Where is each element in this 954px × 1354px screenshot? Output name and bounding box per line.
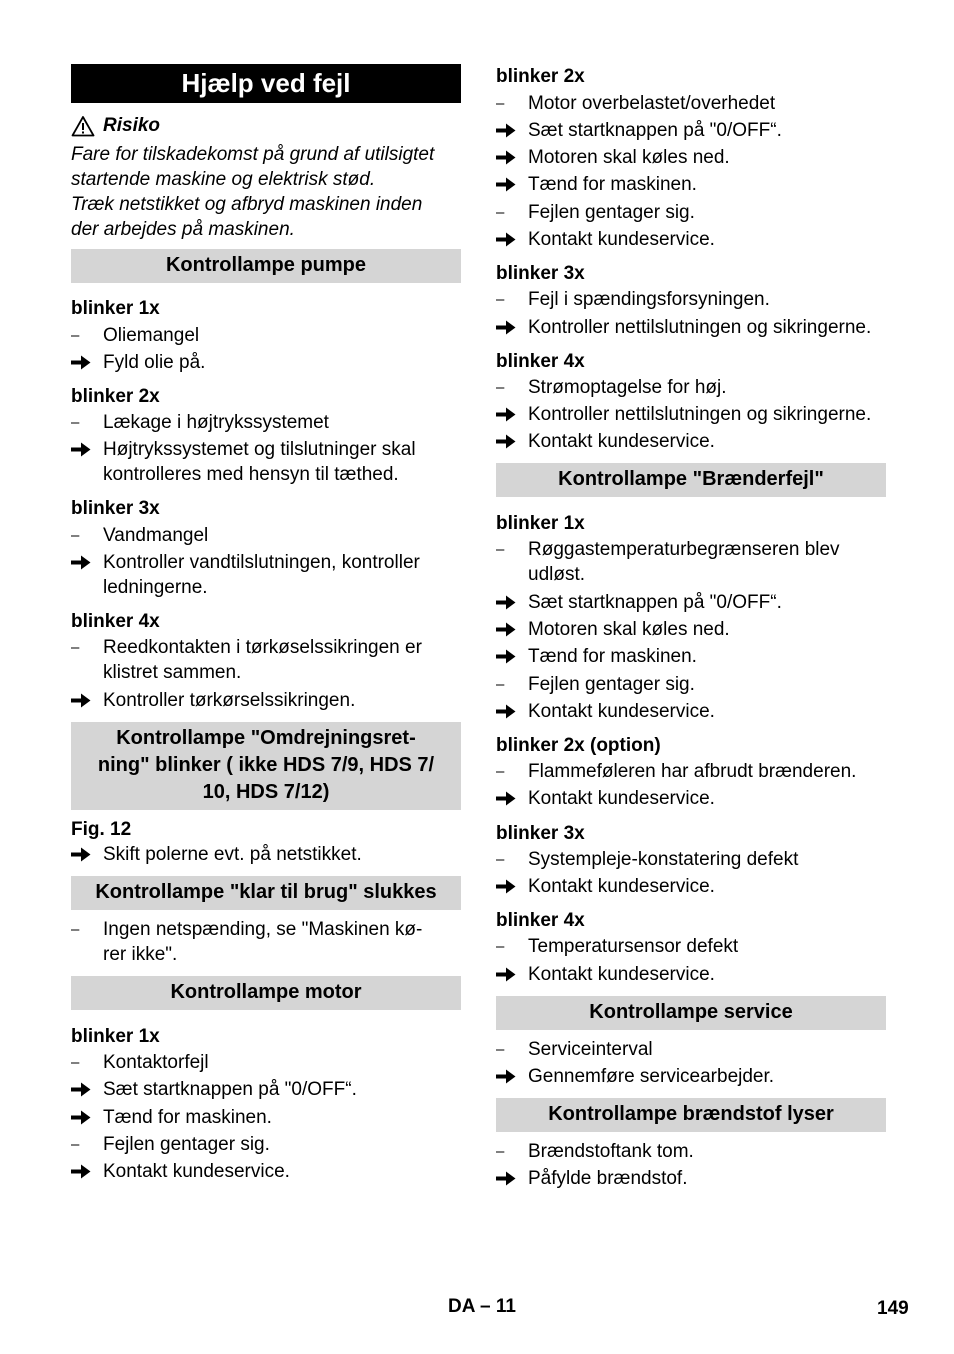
list-item: Sæt startknappen på "0/OFF“. bbox=[496, 590, 886, 615]
arrow-right-icon bbox=[496, 1166, 524, 1186]
page-number: 149 bbox=[877, 1298, 909, 1319]
dash-bullet-icon: – bbox=[496, 763, 505, 780]
list-item: – Vandmangel bbox=[71, 525, 209, 546]
arrow-right-icon bbox=[496, 786, 524, 806]
arrow-right-icon bbox=[71, 842, 99, 862]
list-item: – Oliemangel bbox=[71, 325, 200, 346]
arrow-right-icon bbox=[496, 962, 524, 982]
list-item: – Røggastemperaturbegrænseren blev bbox=[496, 539, 840, 560]
subheading-blink-2x: blinker 2x bbox=[496, 66, 585, 87]
subheading-blink-2x: blinker 2x bbox=[71, 386, 160, 407]
arrow-right-icon bbox=[496, 118, 524, 138]
list-item: – Systempleje-konstatering defekt bbox=[496, 849, 799, 870]
section-heading-motor: Kontrollampe motor bbox=[71, 976, 461, 1010]
dash-bullet-icon: – bbox=[496, 95, 505, 112]
warning-triangle-icon bbox=[71, 115, 95, 142]
list-item: Kontakt kundeservice. bbox=[496, 699, 886, 724]
figure-reference: Fig. 12 bbox=[71, 819, 132, 840]
list-item-continued: ledningerne. bbox=[103, 577, 208, 598]
list-item: Påfylde brændstof. bbox=[496, 1166, 886, 1191]
arrow-right-icon bbox=[496, 227, 524, 247]
warning-text-line: Træk netstikket og afbryd maskinen inden bbox=[71, 194, 423, 215]
subheading-blink-3x: blinker 3x bbox=[71, 498, 160, 519]
list-item: Motoren skal køles ned. bbox=[496, 617, 886, 642]
dash-bullet-icon: – bbox=[496, 851, 505, 868]
subheading-blink-1x: blinker 1x bbox=[71, 298, 160, 319]
warning-text-line: Fare for tilskadekomst på grund af utilsigtet bbox=[71, 144, 435, 165]
list-item: – Fejlen gentager sig. bbox=[496, 674, 695, 695]
subheading-blink-2x-option: blinker 2x (option) bbox=[496, 735, 661, 756]
arrow-right-icon bbox=[496, 644, 524, 664]
dash-bullet-icon: – bbox=[496, 1143, 505, 1160]
list-item: – Brændstoftank tom. bbox=[496, 1141, 694, 1162]
arrow-right-icon bbox=[71, 1077, 99, 1097]
list-item: – Fejlen gentager sig. bbox=[71, 1134, 270, 1155]
arrow-right-icon bbox=[496, 590, 524, 610]
arrow-right-icon bbox=[71, 550, 99, 570]
list-item: Sæt startknappen på "0/OFF“. bbox=[496, 118, 886, 143]
dash-bullet-icon: – bbox=[71, 414, 80, 431]
arrow-right-icon bbox=[71, 1159, 99, 1179]
list-item: Motoren skal køles ned. bbox=[496, 145, 886, 170]
warning-text-line: der arbejdes på maskinen. bbox=[71, 219, 295, 240]
list-item: Tænd for maskinen. bbox=[71, 1105, 461, 1130]
list-item-continued: rer ikke". bbox=[103, 944, 178, 965]
dash-bullet-icon: – bbox=[496, 1041, 505, 1058]
list-item: – Motor overbelastet/overhedet bbox=[496, 93, 776, 114]
list-item: Tænd for maskinen. bbox=[496, 644, 886, 669]
list-item-continued: kontrolleres med hensyn til tæthed. bbox=[103, 464, 399, 485]
list-item: Kontakt kundeservice. bbox=[496, 786, 886, 811]
list-item: Kontakt kundeservice. bbox=[496, 874, 886, 899]
section-heading-rotation: Kontrollampe "Omdrejningsret- ning" blinker ( ikke HDS 7/9, HDS 7/ 10, HDS 7/12) bbox=[71, 722, 461, 810]
page-title: Hjælp ved fejl bbox=[71, 64, 461, 103]
list-item: Sæt startknappen på "0/OFF“. bbox=[71, 1077, 461, 1102]
section-heading-burner: Kontrollampe "Brænderfejl" bbox=[496, 463, 886, 497]
list-item: Kontroller tørkørselssikringen. bbox=[71, 688, 461, 713]
subheading-blink-3x: blinker 3x bbox=[496, 263, 585, 284]
section-heading-ready: Kontrollampe "klar til brug" slukkes bbox=[71, 876, 461, 910]
list-item: Kontroller nettilslutningen og sikringerne. bbox=[496, 402, 886, 427]
arrow-right-icon bbox=[496, 315, 524, 335]
arrow-right-icon bbox=[71, 350, 99, 370]
footer-section-label: DA – 11 bbox=[448, 1296, 516, 1317]
arrow-right-icon bbox=[496, 874, 524, 894]
list-item-continued: klistret sammen. bbox=[103, 662, 242, 683]
list-item: – Reedkontakten i tørkøselssikringen er bbox=[71, 637, 422, 658]
list-item: – Ingen netspænding, se "Maskinen kø- bbox=[71, 919, 423, 940]
dash-bullet-icon: – bbox=[496, 676, 505, 693]
dash-bullet-icon: – bbox=[496, 541, 505, 558]
dash-bullet-icon: – bbox=[71, 1136, 80, 1153]
arrow-right-icon bbox=[496, 1064, 524, 1084]
subheading-blink-3x: blinker 3x bbox=[496, 823, 585, 844]
subheading-blink-1x: blinker 1x bbox=[71, 1026, 160, 1047]
dash-bullet-icon: – bbox=[71, 327, 80, 344]
warning-text-line: startende maskine og elektrisk stød. bbox=[71, 169, 376, 190]
dash-bullet-icon: – bbox=[71, 639, 80, 656]
arrow-right-icon bbox=[496, 617, 524, 637]
list-item: – Flammeføleren har afbrudt brænderen. bbox=[496, 761, 857, 782]
list-item: Kontakt kundeservice. bbox=[71, 1159, 461, 1184]
dash-bullet-icon: – bbox=[496, 379, 505, 396]
list-item: – Kontaktorfejl bbox=[71, 1052, 209, 1073]
list-item: Skift polerne evt. på netstikket. bbox=[71, 842, 461, 867]
list-item: Højtrykssystemet og tilslutninger skal bbox=[71, 437, 461, 462]
subheading-blink-4x: blinker 4x bbox=[71, 611, 160, 632]
list-item: – Serviceinterval bbox=[496, 1039, 653, 1060]
list-item: – Temperatursensor defekt bbox=[496, 936, 739, 957]
list-item: Kontakt kundeservice. bbox=[496, 429, 886, 454]
list-item: Kontakt kundeservice. bbox=[496, 962, 886, 987]
warning-label: Risiko bbox=[103, 115, 161, 136]
arrow-right-icon bbox=[71, 1105, 99, 1125]
arrow-right-icon bbox=[71, 437, 99, 457]
dash-bullet-icon: – bbox=[71, 1054, 80, 1071]
dash-bullet-icon: – bbox=[71, 921, 80, 938]
warning-heading bbox=[71, 114, 461, 140]
section-heading-fuel: Kontrollampe brændstof lyser bbox=[496, 1098, 886, 1132]
dash-bullet-icon: – bbox=[496, 938, 505, 955]
arrow-right-icon bbox=[71, 688, 99, 708]
list-item: Tænd for maskinen. bbox=[496, 172, 886, 197]
dash-bullet-icon: – bbox=[71, 527, 80, 544]
list-item: – Strømoptagelse for høj. bbox=[496, 377, 727, 398]
list-item: Gennemføre servicearbejder. bbox=[496, 1064, 886, 1089]
list-item-continued: udløst. bbox=[528, 564, 586, 585]
section-heading-pump: Kontrollampe pumpe bbox=[71, 249, 461, 283]
list-item: Kontroller nettilslutningen og sikringerne. bbox=[496, 315, 886, 340]
subheading-blink-4x: blinker 4x bbox=[496, 351, 585, 372]
list-item: – Fejl i spændingsforsyningen. bbox=[496, 289, 770, 310]
dash-bullet-icon: – bbox=[496, 204, 505, 221]
arrow-right-icon bbox=[496, 699, 524, 719]
arrow-right-icon bbox=[496, 145, 524, 165]
dash-bullet-icon: – bbox=[496, 291, 505, 308]
section-heading-service: Kontrollampe service bbox=[496, 996, 886, 1030]
list-item: Kontakt kundeservice. bbox=[496, 227, 886, 252]
arrow-right-icon bbox=[496, 429, 524, 449]
arrow-right-icon bbox=[496, 172, 524, 192]
list-item: – Lækage i højtrykssystemet bbox=[71, 412, 329, 433]
list-item: Kontroller vandtilslutningen, kontroller bbox=[71, 550, 461, 575]
list-item: Fyld olie på. bbox=[71, 350, 461, 375]
list-item: – Fejlen gentager sig. bbox=[496, 202, 695, 223]
arrow-right-icon bbox=[496, 402, 524, 422]
subheading-blink-4x: blinker 4x bbox=[496, 910, 585, 931]
subheading-blink-1x: blinker 1x bbox=[496, 513, 585, 534]
